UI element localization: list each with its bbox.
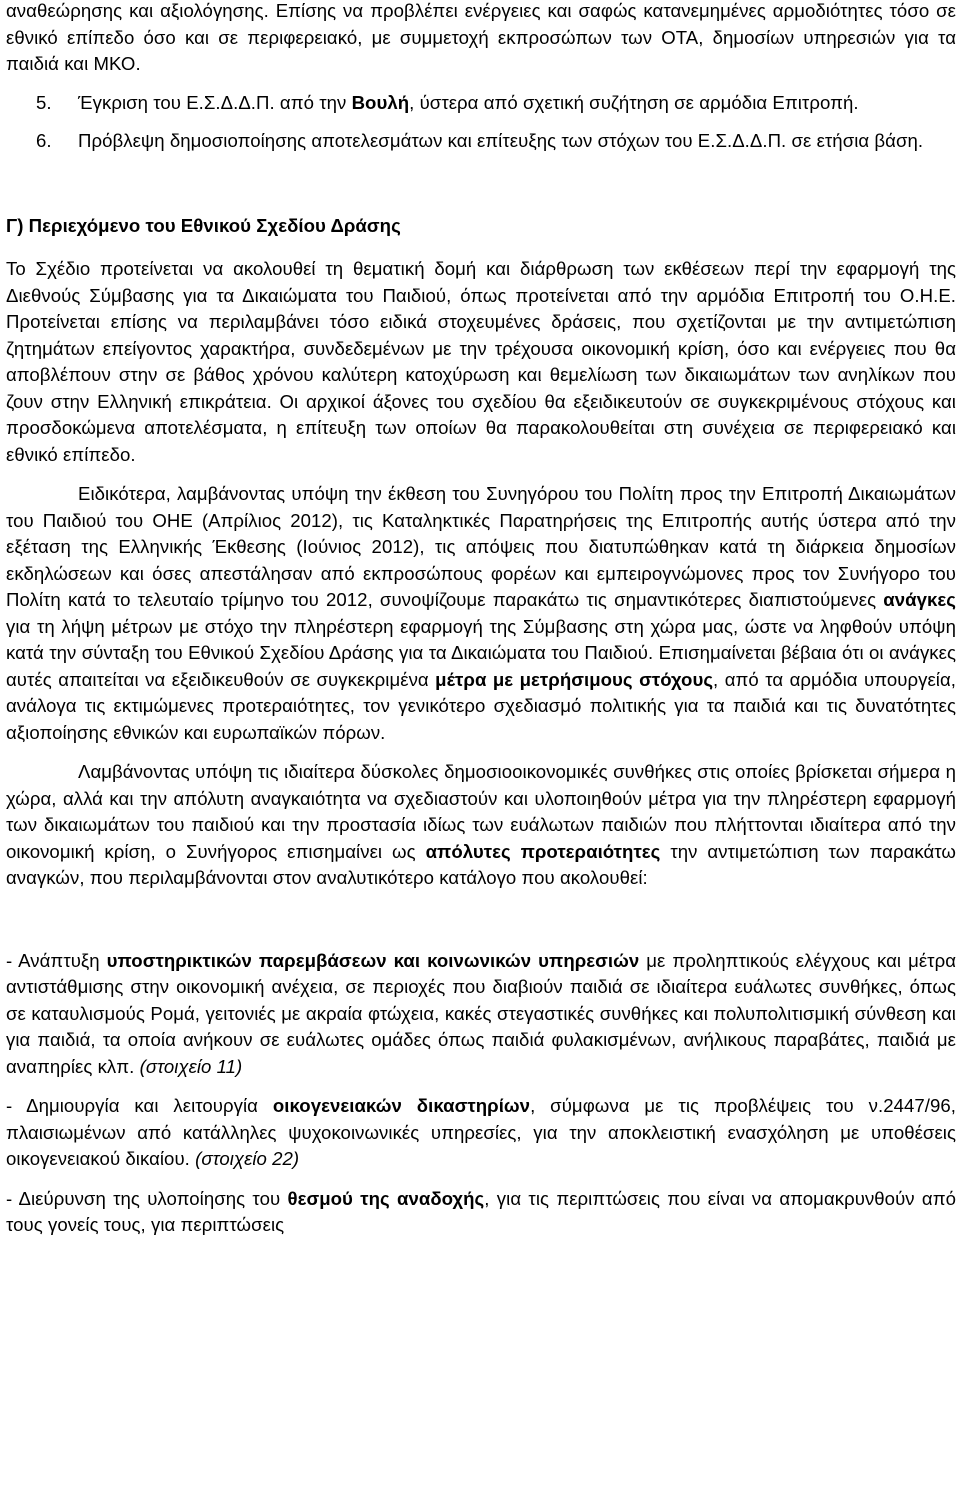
list-text: , ύστερα από σχετική συζήτηση σε αρμόδια Επιτροπή.	[409, 91, 859, 113]
bullet-bold-text: υποστηρικτικών παρεμβάσεων και κοινωνικών υπηρεσιών	[106, 949, 640, 971]
list-item-6	[6, 128, 956, 155]
paragraph-text: την αντιμετώπιση των παρακάτω αναγκών, που περιλαμβάνονται στον αναλυτικότερο κατάλογο που ακολουθεί:	[6, 840, 956, 888]
bullet-text: , σύμφωνα με τις προβλέψεις του ν.2447/96, πλαισιωμένων από κατάλληλες ψυχοκοινωνικές υπηρεσίες, για την αποκλειστική ενασχόληση με υποθέσεις οικογενειακού δικαίου.	[6, 1095, 956, 1169]
paragraph-text: Λαμβάνοντας υπόψη τις ιδιαίτερα δύσκολες δημοσιοοικονομικές συνθήκες στις οποίες βρίσκεται σήμερα η χώρα, αλλά και την απόλυτη αναγκαιότητα να σχεδιαστούν και υλοποιηθούν μέτρα για την πληρέστερη εφαρμογή των δικαιωμάτων του παιδιού και την προστασία ιδίως των ευάλωτων παιδιών που πλήττονται ιδιαίτερα από την οικονομική κρίση, ο Συνήγορος επισημαίνει ως	[6, 761, 956, 862]
paragraph-text: για τη λήψη μέτρων με στόχο την πληρέστερη εφαρμογή της Σύμβασης στη χώρα μας, ώστε να ληφθούν υπόψη κατά την σύνταξη του Εθνικού Σχεδίου Δράσης για τα Δικαιώματα του Παιδιού. Επισημαίνεται βέβαια ότι οι ανάγκες αυτές απαιτείται να εξειδικευθούν σε συγκεκριμένα	[6, 615, 956, 690]
section-heading: Γ) Περιεχόμενο του Εθνικού Σχεδίου Δράσης	[6, 214, 401, 236]
bullet-reference: (στοιχείο 22)	[195, 1148, 300, 1169]
bullet-text: , για τις περιπτώσεις που είναι να απομακρυνθούν από τους γονείς τους, για περιπτώσεις	[6, 1187, 956, 1235]
intro-paragraph: αναθεώρησης και αξιολόγησης. Επίσης να προβλέπει ενέργειες και σαφώς κατανεμημένες αρμοδιότητες τόσο σε εθνικό επίπεδο όσο και σε περιφερειακό, με συμμετοχή εκπροσώπων των ΟΤΑ, δημοσίων υπηρεσιών για τα παιδιά και ΜΚΟ.	[6, 0, 956, 74]
section-paragraph-3	[6, 759, 956, 892]
bullet-item-3	[6, 1186, 956, 1239]
bullet-text: - Ανάπτυξη	[6, 949, 107, 971]
section-paragraph-1: Το Σχέδιο προτείνεται να ακολουθεί τη θεματική δομή και διάρθρωση των εκθέσεων περί την εφαρμογή της Διεθνούς Σύμβασης για τα Δικαιώματα του Παιδιού, όπως προτείνεται από την αρμόδια Επιτροπή του Ο.Η.Ε. Προτείνεται επίσης να περιλαμβάνει τόσο ειδικά στοχευμένες δράσεις, που σχετίζονται με την αντιμετώπιση ζητημάτων επείγοντος χαρακτήρα, συνδεδεμένων με την τρέχουσα οικονομική κρίση, όσο και ενέργειες που θα αποβλέπουν στην σε βάθος χρόνου καλύτερη κατοχύρωση και θεμελίωση των δικαιωμάτων των ανηλίκων που ζουν στην Ελληνική επικράτεια. Οι αρχικοί άξονες του σχεδίου θα εξειδικευτούν σε συγκεκριμένους στόχους και προσδοκώμενα αποτελέσματα, η επίτευξη των οποίων θα παρακολουθείται στη συνέχεια σε περιφερειακό και εθνικό επίπεδο.	[6, 258, 956, 465]
document-page	[6, 0, 956, 1239]
bullet-reference: (στοιχείο 11)	[139, 1055, 243, 1077]
bullet-text: με προληπτικούς ελέγχους και μέτρα αντιστάθμισης στην οικονομική ανέχεια, σε περιοχές που διαβιούν παιδιά σε ιδιαίτερα ευάλωτες συνθήκες, όπως σε καταυλισμούς Ρομά, γειτονιές με ακραία φτώχεια, κακές στεγαστικές συνθήκες και πολυπολιτισμική σύνθεση και για παιδιά, τα οποία ανήκουν σε ευάλωτες ομάδες όπως παιδιά φυλακισμένων, ανήλικους παραβάτες, παιδιά με αναπηρίες κλπ.	[6, 949, 956, 1077]
list-number: 6.	[36, 130, 52, 151]
list-item-5	[6, 90, 956, 117]
bullet-item-1	[6, 948, 956, 1081]
bullet-item-2	[6, 1093, 956, 1173]
section-paragraph-2	[6, 481, 956, 746]
emphasis-measures: μέτρα με μετρήσιμους στόχους	[435, 668, 714, 690]
list-bold-text: Βουλή	[351, 91, 410, 113]
bullet-text: - Δημιουργία και λειτουργία	[6, 1095, 273, 1116]
emphasis-priorities: απόλυτες προτεραιότητες	[425, 840, 661, 862]
emphasis-needs: ανάγκες	[883, 589, 956, 610]
bullet-text: - Διεύρυνση της υλοποίησης του	[6, 1187, 288, 1209]
paragraph-text: Ειδικότερα, λαμβάνοντας υπόψη την έκθεση του Συνηγόρου του Πολίτη προς την Επιτροπή Δικαιωμάτων του Παιδιού του ΟΗΕ (Απρίλιος 2012), τις Καταληκτικές Παρατηρήσεις της Επιτροπής αυτής ύστερα από την εξέταση της Ελληνικής Έκθεσης (Ιούνιος 2012), τις απόψεις που διατυπώθηκαν κατά τη διάρκεια δημοσίων εκδηλώσεων και όσες απεστάλησαν από εκπροσώπους φορέων και εμπειρογνώμονες προς τον Συνήγορο του Πολίτη κατά το τελευταίο τρίμηνο του 2012, συνοψίζουμε παρακάτω τις σημαντικότερες διαπιστούμενες	[6, 483, 956, 610]
bullet-bold-text: θεσμού της αναδοχής	[287, 1187, 485, 1209]
list-text: Πρόβλεψη δημοσιοποίησης αποτελεσμάτων και επίτευξης των στόχων του Ε.Σ.Δ.Δ.Π. σε ετήσια βάση.	[78, 130, 924, 151]
paragraph-text: , από τα αρμόδια υπουργεία, ανάλογα τις εκτιμώμενες προτεραιότητες, τον γενικότερο σχεδιασμό πολιτικής για τα παιδιά και τις δυνατότητες αξιοποίησης εθνικών και ευρωπαϊκών πόρων.	[6, 668, 956, 743]
bullet-bold-text: οικογενειακών δικαστηρίων	[272, 1095, 531, 1116]
list-text: Έγκριση του Ε.Σ.Δ.Δ.Π. από την	[78, 91, 352, 113]
list-number: 5.	[36, 91, 52, 113]
